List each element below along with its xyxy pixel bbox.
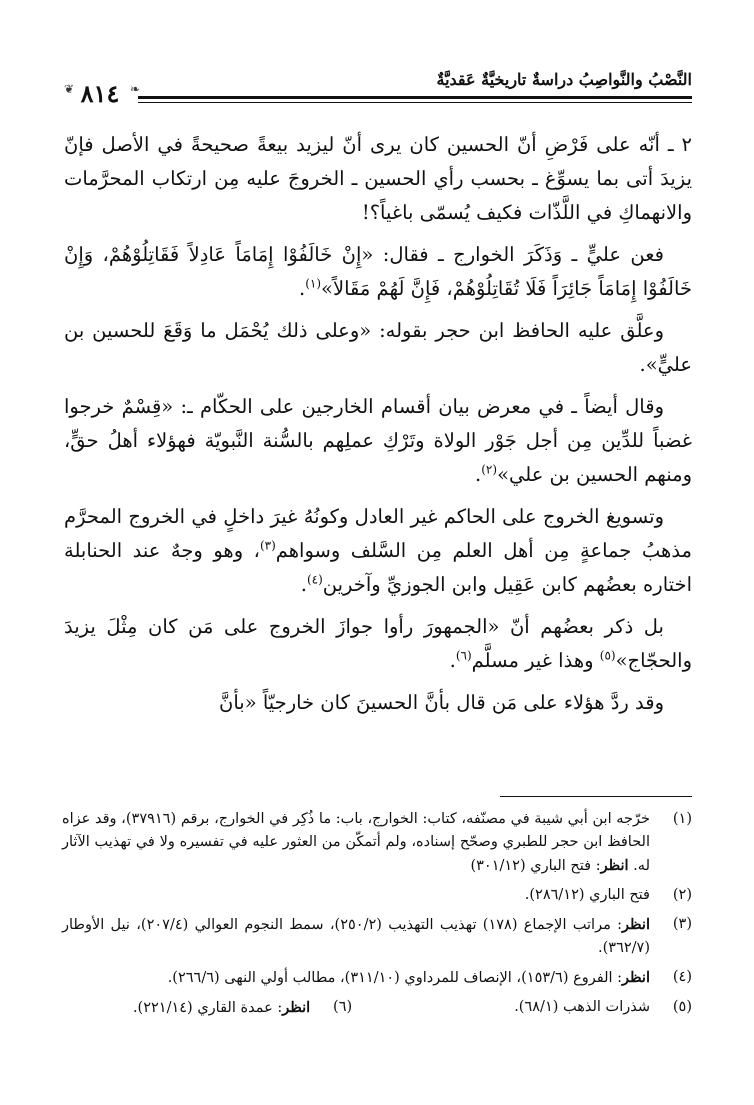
footnote: (٣) انظر: مراتب الإجماع (١٧٨) تهذيب التهذيب (٢٥٠/٢)، سمط النجوم العوالي (٢٠٧/٤)، نيل الأوطار (٣٦٢/٧). [62,916,692,956]
flourish-icon: ❦ [63,82,74,96]
footnote-ref: (٢) [481,462,498,477]
footnote-ref: (٦) [455,648,472,663]
footnote: (٤) انظر: الفروع (١٥٣/٦)، الإنصاف للمرداوي (٣١١/١٠)، مطالب أولي النهى (٢٦٦/٦). [167,969,692,986]
footnote: (١) خرّجه ابن أبي شيبة في مصنّفه، كتاب: الخوارج، باب: ما ذُكِر في الخوارج، برقم (٣٧٩١٦)، وقد عزاه الحافظ ابن حجر للطبري وصحّح إسناده، ولم أتمكّن من العثور عليه في تفسيره ولا في تهذيب الآثار له. انظر: فتح الباري (٣٠١/١٢) [62,811,692,874]
footnote: (٦) انظر: عمدة القاري (٢٢١/١٤). [132,999,353,1016]
running-title: النَّصْبُ والنَّواصِبُ دراسةٌ تاريخيَّةٌ عَقديَّةٌ [436,70,692,89]
footnote-ref: (١) [305,276,322,291]
page-header [64,62,692,118]
paragraph: وعلَّق عليه الحافظ ابن حجر بقوله: «وعلى ذلك يُحْمَل ما وَقَعَ للحسين بن عليٍّ». [64,319,692,376]
header-rule [138,96,692,99]
paragraph: وتسويغ الخروج على الحاكم غير العادل وكونُهُ غيرَ داخلٍ في الخروج المحرَّم مذهبُ جماعةٍ مِن أهل العلم مِن السَّلف وسواهم$^{(٣)}$، وهو وجهٌ عند الحنابلة اختاره بعضُهم كابن عَقِيل وابن الجوزيِّ وآخرين$^{(٤)}$. [64,505,692,596]
footnote-ref: (٣) [259,538,276,553]
footnote-ref: (٥) [599,648,616,663]
header-rule-thin [138,102,692,103]
paragraph: فعن عليٍّ ـ وَذَكَرَ الخوارج ـ فقال: «إِنْ خَالَفُوْا إِمَامَاً عَادِلاً فَقَاتِلُوْهُمْ، وَإِنْ خَالَفُوْا إِمَامَاً جَائِرَاً فَلَا تُقَاتِلُوْهُمْ، فَإِنَّ لَهُمْ مَقَالاً»$^{(١)}$. [64,243,692,300]
footnote-pair [62,996,692,1020]
footnote: (٥) شذرات الذهب (٦٨/١). [514,999,692,1015]
paragraph: وقال أيضاً ـ في معرض بيان أقسام الخارجين على الحكّام ـ: «قِسْمٌ خرجوا غضباً للدِّين مِن أجل جَوْر الولاة وتَرْكِ عملِهم بالسُّنة النَّبويّة فهؤلاء أهلُ حقٍّ، ومنهم الحسين بن علي»$^{(٢)}$. [64,395,692,486]
footnote-separator [500,796,692,797]
flourish-icon: ❧ [129,82,140,96]
footnote: (٢) فتح الباري (٢٨٦/١٢). [524,887,692,903]
page-number: ٨١٤ [80,79,120,108]
paragraph: ٢ ـ أنّه على فَرْضِ أنّ الحسين كان يرى أنّ ليزيد بيعةً صحيحةً في الأصل فإنّ يزيدَ أتى بما يسوِّغ ـ بحسب رأي الحسين ـ الخروجَ عليه مِن ارتكاب المحرَّمات والانهماكِ في اللَّذّات فكيف يُسمّى باغياً؟! [64,133,692,224]
paragraph: وقد ردَّ هؤلاء على مَن قال بأنَّ الحسينَ كان خارجيّاً «بأنَّ [219,691,664,714]
main-text [64,128,692,720]
footnotes [62,808,692,1026]
paragraph: بل ذكر بعضُهم أنّ «الجمهورَ رأوا جوازَ الخروج على مَن كان مِثْلَ يزيدَ والحجّاج»$^{(٥)}$ وهذا غير مسلَّم$^{(٦)}$. [64,615,692,672]
footnote-ref: (٤) [306,572,323,587]
